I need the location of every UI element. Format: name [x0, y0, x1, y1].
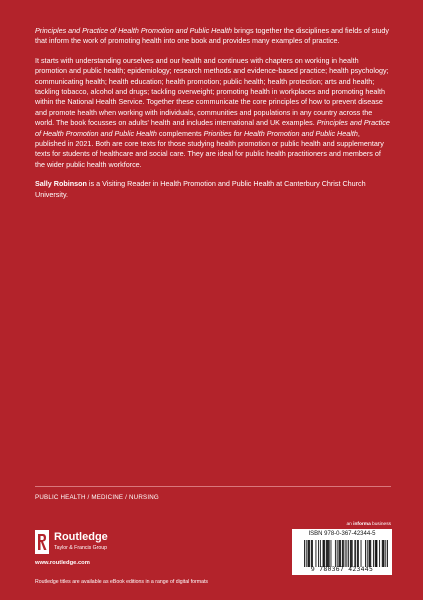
back-cover-blurb	[35, 26, 391, 209]
barcode-bar	[318, 540, 319, 567]
barcode-bar	[315, 540, 316, 567]
author-name: Sally Robinson	[35, 179, 87, 189]
publisher-url: www.routledge.com	[35, 560, 90, 566]
barcode-bar	[348, 540, 349, 567]
barcode-bar	[308, 540, 309, 567]
barcode-bar	[328, 540, 329, 567]
barcode-bar	[311, 540, 312, 567]
author-bio: Sally Robinson is a Visiting Reader in Health Promotion and Public Health at Canterbury Christ Church University.	[35, 179, 366, 199]
barcode-bar	[370, 540, 371, 567]
book-title: Principles and Practice of Health Promotion and Public Health	[35, 26, 232, 35]
barcode-bar	[384, 540, 385, 567]
barcode-bar	[358, 540, 359, 567]
barcode-bar	[385, 540, 386, 567]
barcode-bar	[375, 540, 376, 567]
barcode-bar	[337, 540, 338, 567]
barcode-bar	[382, 540, 383, 567]
barcode-bars	[304, 540, 388, 567]
routledge-r-icon	[35, 530, 49, 554]
barcode-bar	[340, 540, 341, 567]
barcode-bar	[323, 540, 324, 567]
isbn-text: ISBN 978-0-367-42344-5	[308, 531, 376, 537]
barcode-bar	[306, 540, 307, 567]
barcode-bar	[365, 540, 366, 567]
publisher-name: Routledge	[54, 531, 108, 543]
barcode-bar	[350, 540, 351, 567]
barcode-bar	[351, 540, 352, 567]
barcode-bar	[373, 540, 374, 567]
blurb-paragraph-2: It starts with understanding ourselves and our health and continues with chapters on working in health promotion and public health; epidemiology; research methods and evidence-based practice; health psychology; communicating health; health education; health promotion; public health; health protection; arts and health; tackling tobacco, alcohol and drugs; tackling overweight; promoting health in workplaces and promoting health within the National Health Service. Together these communicate the core principles of how to prevent disease and promote health when working with individuals, communities and populations in any country across the world. The book focusses on adults' health and includes international and UK examples. Principles and Practice of Health Promotion and Public Health complements Priorities for Health Promotion and Public Health, published in 2021. Both are core texts for those studying health promotion or public health and supplementary texts for students of healthcare and social care. They are ideal for public health practitioners and members of the wider public health workforce.	[35, 55, 390, 169]
barcode-bar	[327, 540, 328, 567]
barcode-bar	[376, 540, 377, 567]
companion-title: Priorities for Health Promotion and Public Health	[203, 128, 358, 138]
barcode-bar	[352, 540, 353, 567]
barcode-bar	[369, 540, 370, 567]
barcode-bar	[326, 540, 327, 567]
footer-divider	[35, 486, 391, 487]
barcode-bar	[323, 540, 324, 567]
barcode-bar	[304, 540, 305, 567]
barcode-bar	[338, 540, 339, 567]
barcode-bar	[369, 540, 370, 567]
barcode-bar	[383, 540, 384, 567]
barcode-bar	[387, 540, 388, 567]
blurb-paragraph-1: Principles and Practice of Health Promotion and Public Health brings together the disciplines and fields of study that inform the work of promoting health into one book and provides many examples of practice.	[35, 26, 389, 46]
barcode-bar	[331, 540, 332, 567]
barcode-bar	[355, 540, 356, 567]
barcode-digits: 9 780367 423445	[310, 565, 374, 573]
barcode-bar	[308, 540, 309, 567]
barcode-bar	[312, 540, 313, 567]
barcode-bar	[335, 540, 336, 567]
barcode-bar	[379, 540, 380, 567]
barcode-bar	[361, 540, 362, 567]
book-title: Principles and Practice of Health Promotion and Public Health	[35, 118, 390, 138]
barcode-bar	[357, 540, 358, 567]
barcode-bar	[367, 540, 368, 567]
barcode-bar	[354, 540, 355, 567]
barcode-bar	[343, 540, 344, 567]
barcode-bar	[342, 540, 343, 567]
barcode-bar	[345, 540, 346, 567]
barcode-bar	[329, 540, 330, 567]
barcode-bar	[346, 540, 347, 567]
barcode-bar	[324, 540, 325, 567]
publisher-group: Taylor & Francis Group	[54, 545, 108, 551]
barcode-bar	[339, 540, 340, 567]
subject-categories: PUBLIC HEALTH / MEDICINE / NURSING	[35, 494, 159, 501]
barcode-bar	[309, 540, 310, 567]
barcode-bar	[320, 540, 321, 567]
informa-business-mark: an informa business	[346, 522, 391, 527]
ebook-note: Routledge titles are available as eBook editions in a range of digital formats	[35, 579, 209, 585]
isbn-barcode	[292, 529, 392, 575]
barcode-bar	[377, 540, 378, 567]
